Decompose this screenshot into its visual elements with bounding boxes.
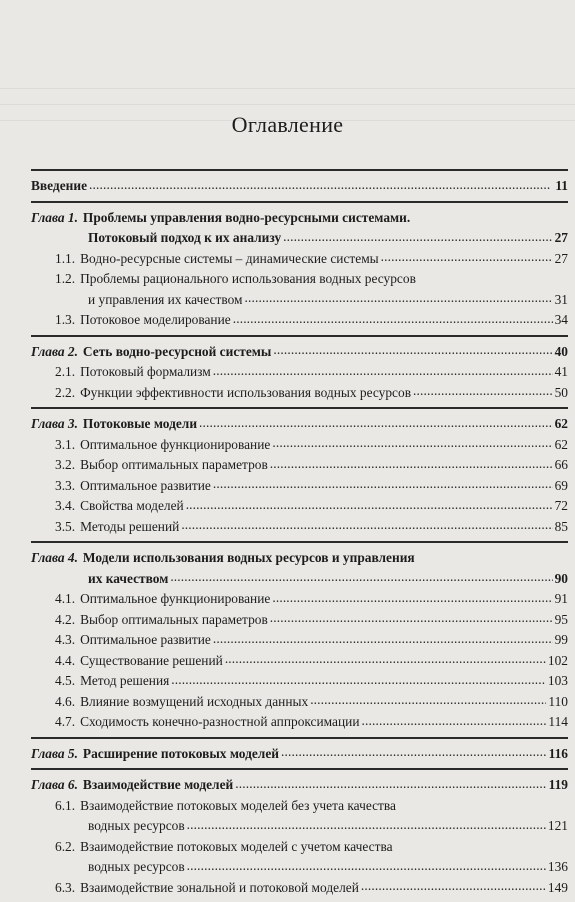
chapter-heading-cont[interactable] [31, 228, 568, 249]
section-title: Функции эффективности использования водных ресурсов [80, 383, 411, 404]
section-title: Свойства моделей [80, 496, 184, 517]
chapter-heading[interactable] [31, 546, 568, 569]
chapter-page: 90 [555, 569, 568, 590]
chapter-heading[interactable] [31, 206, 568, 229]
section-page: 95 [555, 610, 568, 631]
toc-chapter [31, 409, 568, 541]
toc-section[interactable] [31, 496, 568, 517]
chapter-list [31, 201, 568, 902]
chapter-heading[interactable] [31, 412, 568, 435]
toc-chapter [31, 739, 568, 769]
section-number: 4.5. [55, 671, 75, 692]
chapter-title: Расширение потоковых моделей [83, 744, 279, 765]
section-title-cont: водных ресурсов [88, 816, 185, 837]
section-title: Оптимальное развитие [80, 630, 211, 651]
intro-label: Введение [31, 176, 87, 197]
section-number: 4.1. [55, 589, 75, 610]
section-number: 3.3. [55, 476, 75, 497]
chapter-label: Глава 5. [31, 744, 78, 765]
toc-section-cont[interactable] [31, 290, 568, 311]
section-page: 121 [548, 816, 568, 837]
intro-page: 11 [555, 176, 568, 197]
toc-chapter [31, 203, 568, 335]
section-page: 69 [555, 476, 568, 497]
section-title: Метод решения [80, 671, 169, 692]
section-number: 1.2. [55, 269, 75, 290]
toc-section[interactable] [31, 269, 568, 290]
chapter-label: Глава 2. [31, 342, 78, 363]
section-number: 4.2. [55, 610, 75, 631]
chapter-heading[interactable] [31, 340, 568, 363]
toc-chapter [31, 543, 568, 737]
section-number: 1.1. [55, 249, 75, 270]
toc-intro[interactable] [31, 173, 568, 201]
section-title: Взаимодействие зональной и потоковой моделей [80, 878, 359, 899]
section-page: 102 [548, 651, 568, 672]
section-number: 3.5. [55, 517, 75, 538]
chapter-page: 27 [555, 228, 568, 249]
section-page: 72 [555, 496, 568, 517]
chapter-heading[interactable] [31, 773, 568, 796]
page-title: Оглавление [0, 112, 575, 138]
chapter-page: 116 [549, 744, 568, 765]
toc-section[interactable] [31, 249, 568, 270]
section-number: 4.3. [55, 630, 75, 651]
section-title: Проблемы рационального использования водных ресурсов [80, 269, 416, 290]
chapter-page: 40 [555, 342, 568, 363]
section-page: 31 [555, 290, 568, 311]
section-page: 110 [548, 692, 568, 713]
section-title: Потоковое моделирование [80, 310, 231, 331]
section-title: Существование решений [80, 651, 223, 672]
section-number: 6.1. [55, 796, 75, 817]
section-title: Сходимость конечно-разностной аппроксимации [80, 712, 359, 733]
section-title: Оптимальное развитие [80, 476, 211, 497]
section-page: 50 [555, 383, 568, 404]
section-title: Оптимальное функционирование [80, 589, 270, 610]
chapter-title-cont: их качеством [31, 569, 168, 590]
chapter-title: Сеть водно-ресурсной системы [83, 342, 271, 363]
toc-section[interactable] [31, 671, 568, 692]
section-page: 41 [555, 362, 568, 383]
toc-chapter [31, 770, 568, 902]
section-page: 85 [555, 517, 568, 538]
section-page: 136 [548, 857, 568, 878]
toc-section[interactable] [31, 651, 568, 672]
section-title: Оптимальное функционирование [80, 435, 270, 456]
toc-section[interactable] [31, 383, 568, 404]
section-title-cont: и управления их качеством [88, 290, 243, 311]
chapter-title: Потоковые модели [83, 414, 197, 435]
chapter-page: 62 [555, 414, 568, 435]
divider [31, 169, 568, 171]
chapter-label: Глава 1. [31, 208, 78, 229]
chapter-page: 119 [549, 775, 568, 796]
section-number: 6.3. [55, 878, 75, 899]
section-title: Влияние возмущений исходных данных [80, 692, 308, 713]
toc-section[interactable] [31, 455, 568, 476]
section-page: 62 [555, 435, 568, 456]
toc-section[interactable] [31, 589, 568, 610]
toc-section[interactable] [31, 878, 568, 899]
section-number: 3.4. [55, 496, 75, 517]
section-number: 4.6. [55, 692, 75, 713]
toc-chapter [31, 337, 568, 408]
section-title: Взаимодействие потоковых моделей без учета качества [80, 796, 396, 817]
chapter-title: Проблемы управления водно-ресурсными системами. [83, 208, 410, 229]
section-page: 149 [548, 878, 568, 899]
toc-section[interactable] [31, 837, 568, 858]
toc-section[interactable] [31, 796, 568, 817]
section-title-cont: водных ресурсов [88, 857, 185, 878]
toc-section[interactable] [31, 692, 568, 713]
section-title: Выбор оптимальных параметров [80, 455, 268, 476]
section-number: 1.3. [55, 310, 75, 331]
section-title: Взаимодействие потоковых моделей с учетом качества [80, 837, 392, 858]
toc-section-cont[interactable] [31, 857, 568, 878]
section-page: 27 [555, 249, 568, 270]
toc-section[interactable] [31, 517, 568, 538]
table-of-contents [31, 169, 568, 902]
section-page: 34 [555, 310, 568, 331]
section-title: Методы решений [80, 517, 179, 538]
toc-section[interactable] [31, 362, 568, 383]
toc-section-cont[interactable] [31, 816, 568, 837]
section-page: 66 [555, 455, 568, 476]
section-title: Потоковый формализм [80, 362, 211, 383]
section-number: 2.1. [55, 362, 75, 383]
section-number: 3.2. [55, 455, 75, 476]
chapter-title: Взаимодействие моделей [83, 775, 233, 796]
toc-section[interactable] [31, 630, 568, 651]
section-title: Выбор оптимальных параметров [80, 610, 268, 631]
section-number: 3.1. [55, 435, 75, 456]
section-number: 6.2. [55, 837, 75, 858]
chapter-title: Модели использования водных ресурсов и управления [83, 548, 415, 569]
section-number: 4.7. [55, 712, 75, 733]
toc-section[interactable] [31, 712, 568, 733]
toc-section[interactable] [31, 476, 568, 497]
section-page: 103 [548, 671, 568, 692]
section-page: 91 [555, 589, 568, 610]
section-title: Водно-ресурсные системы – динамические системы [80, 249, 379, 270]
section-number: 4.4. [55, 651, 75, 672]
chapter-label: Глава 4. [31, 548, 78, 569]
chapter-heading-cont[interactable] [31, 569, 568, 590]
chapter-title-cont: Потоковый подход к их анализу [31, 228, 281, 249]
chapter-label: Глава 3. [31, 414, 78, 435]
section-number: 2.2. [55, 383, 75, 404]
toc-section[interactable] [31, 610, 568, 631]
section-page: 99 [555, 630, 568, 651]
chapter-heading[interactable] [31, 742, 568, 765]
chapter-label: Глава 6. [31, 775, 78, 796]
toc-section[interactable] [31, 435, 568, 456]
toc-section[interactable] [31, 310, 568, 331]
section-page: 114 [548, 712, 568, 733]
